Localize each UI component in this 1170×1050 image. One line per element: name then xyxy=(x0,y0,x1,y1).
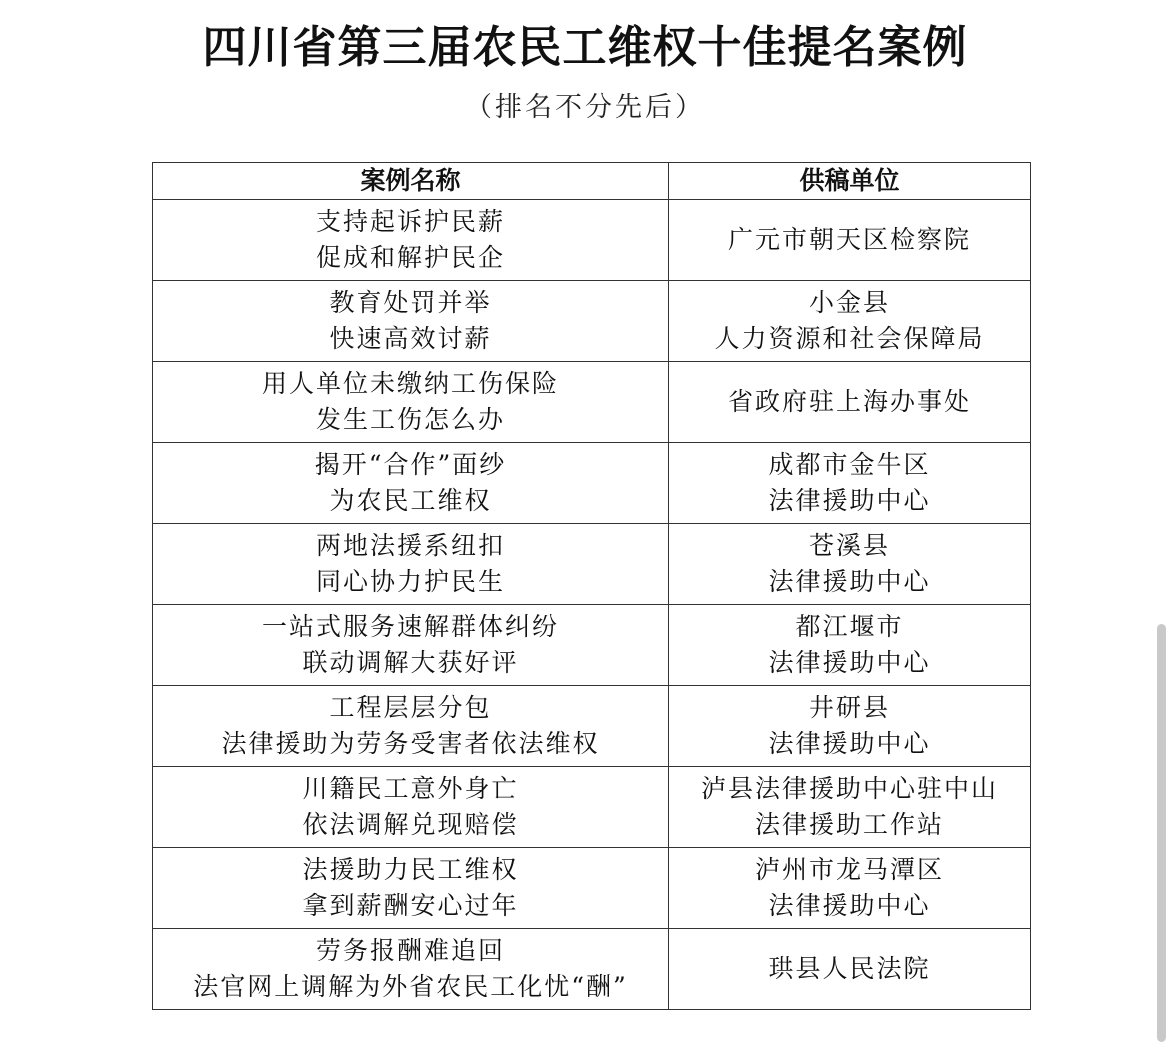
table-header-row xyxy=(153,163,1031,200)
case-name-line: 工程层层分包 xyxy=(329,693,492,722)
case-name-line: 法律援助为劳务受害者依法维权 xyxy=(221,729,600,758)
unit-cell xyxy=(669,281,1031,362)
case-name-line: 促成和解护民企 xyxy=(315,243,505,272)
case-name-line: 劳务报酬难追回 xyxy=(315,936,505,965)
column-header-case-name: 案例名称 xyxy=(153,163,669,200)
case-name-cell xyxy=(153,200,669,281)
case-name-line: 拿到薪酬安心过年 xyxy=(302,891,519,920)
unit-cell xyxy=(669,362,1031,443)
unit-line: 法律援助中心 xyxy=(768,648,931,677)
unit-line: 法律援助中心 xyxy=(768,729,931,758)
unit-line: 泸县法律援助中心驻中山 xyxy=(700,774,998,803)
case-name-line: 发生工伤怎么办 xyxy=(315,405,505,434)
table-row xyxy=(153,929,1031,1010)
case-name-line: 教育处罚并举 xyxy=(329,288,492,317)
unit-line: 泸州市龙马潭区 xyxy=(754,855,944,884)
case-name-line: 同心协力护民生 xyxy=(315,567,505,596)
case-name-cell xyxy=(153,443,669,524)
case-name-line: 为农民工维权 xyxy=(329,486,492,515)
case-name-cell xyxy=(153,605,669,686)
unit-line: 成都市金牛区 xyxy=(768,450,931,479)
vertical-scrollbar[interactable] xyxy=(1157,624,1166,1042)
unit-line: 井研县 xyxy=(808,693,890,722)
case-name-line: 依法调解兑现赔偿 xyxy=(302,810,519,839)
case-name-cell xyxy=(153,767,669,848)
unit-line: 广元市朝天区检察院 xyxy=(727,225,971,254)
case-name-line: 支持起诉护民薪 xyxy=(315,207,505,236)
unit-line: 都江堰市 xyxy=(795,612,904,641)
table-row xyxy=(153,686,1031,767)
case-name-line: 联动调解大获好评 xyxy=(302,648,519,677)
case-name-line: 法官网上调解为外省农民工化忧“酬” xyxy=(193,972,628,1001)
case-name-cell xyxy=(153,524,669,605)
case-name-line: 两地法援系纽扣 xyxy=(315,531,505,560)
unit-cell xyxy=(669,443,1031,524)
unit-cell xyxy=(669,767,1031,848)
table-row xyxy=(153,200,1031,281)
unit-line: 小金县 xyxy=(808,288,890,317)
case-name-line: 揭开“合作”面纱 xyxy=(314,450,507,479)
unit-line: 珙县人民法院 xyxy=(768,954,931,983)
document-subtitle: （排名不分先后） xyxy=(465,92,705,123)
table-row xyxy=(153,362,1031,443)
unit-line: 苍溪县 xyxy=(808,531,890,560)
case-name-cell xyxy=(153,281,669,362)
document-title: 四川省第三届农民工维权十佳提名案例 xyxy=(202,22,968,73)
unit-line: 法律援助中心 xyxy=(768,567,931,596)
table-row xyxy=(153,281,1031,362)
case-name-line: 法援助力民工维权 xyxy=(302,855,519,884)
unit-cell xyxy=(669,200,1031,281)
unit-cell xyxy=(669,929,1031,1010)
table-row xyxy=(153,767,1031,848)
case-name-line: 川籍民工意外身亡 xyxy=(302,774,519,803)
case-name-line: 快速高效讨薪 xyxy=(329,324,492,353)
unit-line: 法律援助中心 xyxy=(768,891,931,920)
unit-cell xyxy=(669,524,1031,605)
table-row xyxy=(153,443,1031,524)
case-name-cell xyxy=(153,848,669,929)
case-name-cell xyxy=(153,929,669,1010)
case-name-line: 用人单位未缴纳工伤保险 xyxy=(261,369,559,398)
case-name-cell xyxy=(153,686,669,767)
unit-line: 省政府驻上海办事处 xyxy=(727,387,971,416)
unit-cell xyxy=(669,605,1031,686)
table-row xyxy=(153,524,1031,605)
unit-cell xyxy=(669,686,1031,767)
unit-line: 法律援助工作站 xyxy=(754,810,944,839)
cases-table xyxy=(152,162,1031,1010)
column-header-unit: 供稿单位 xyxy=(669,163,1031,200)
table-row xyxy=(153,605,1031,686)
unit-line: 人力资源和社会保障局 xyxy=(714,324,985,353)
case-name-cell xyxy=(153,362,669,443)
unit-cell xyxy=(669,848,1031,929)
table-row xyxy=(153,848,1031,929)
case-name-line: 一站式服务速解群体纠纷 xyxy=(261,612,559,641)
unit-line: 法律援助中心 xyxy=(768,486,931,515)
